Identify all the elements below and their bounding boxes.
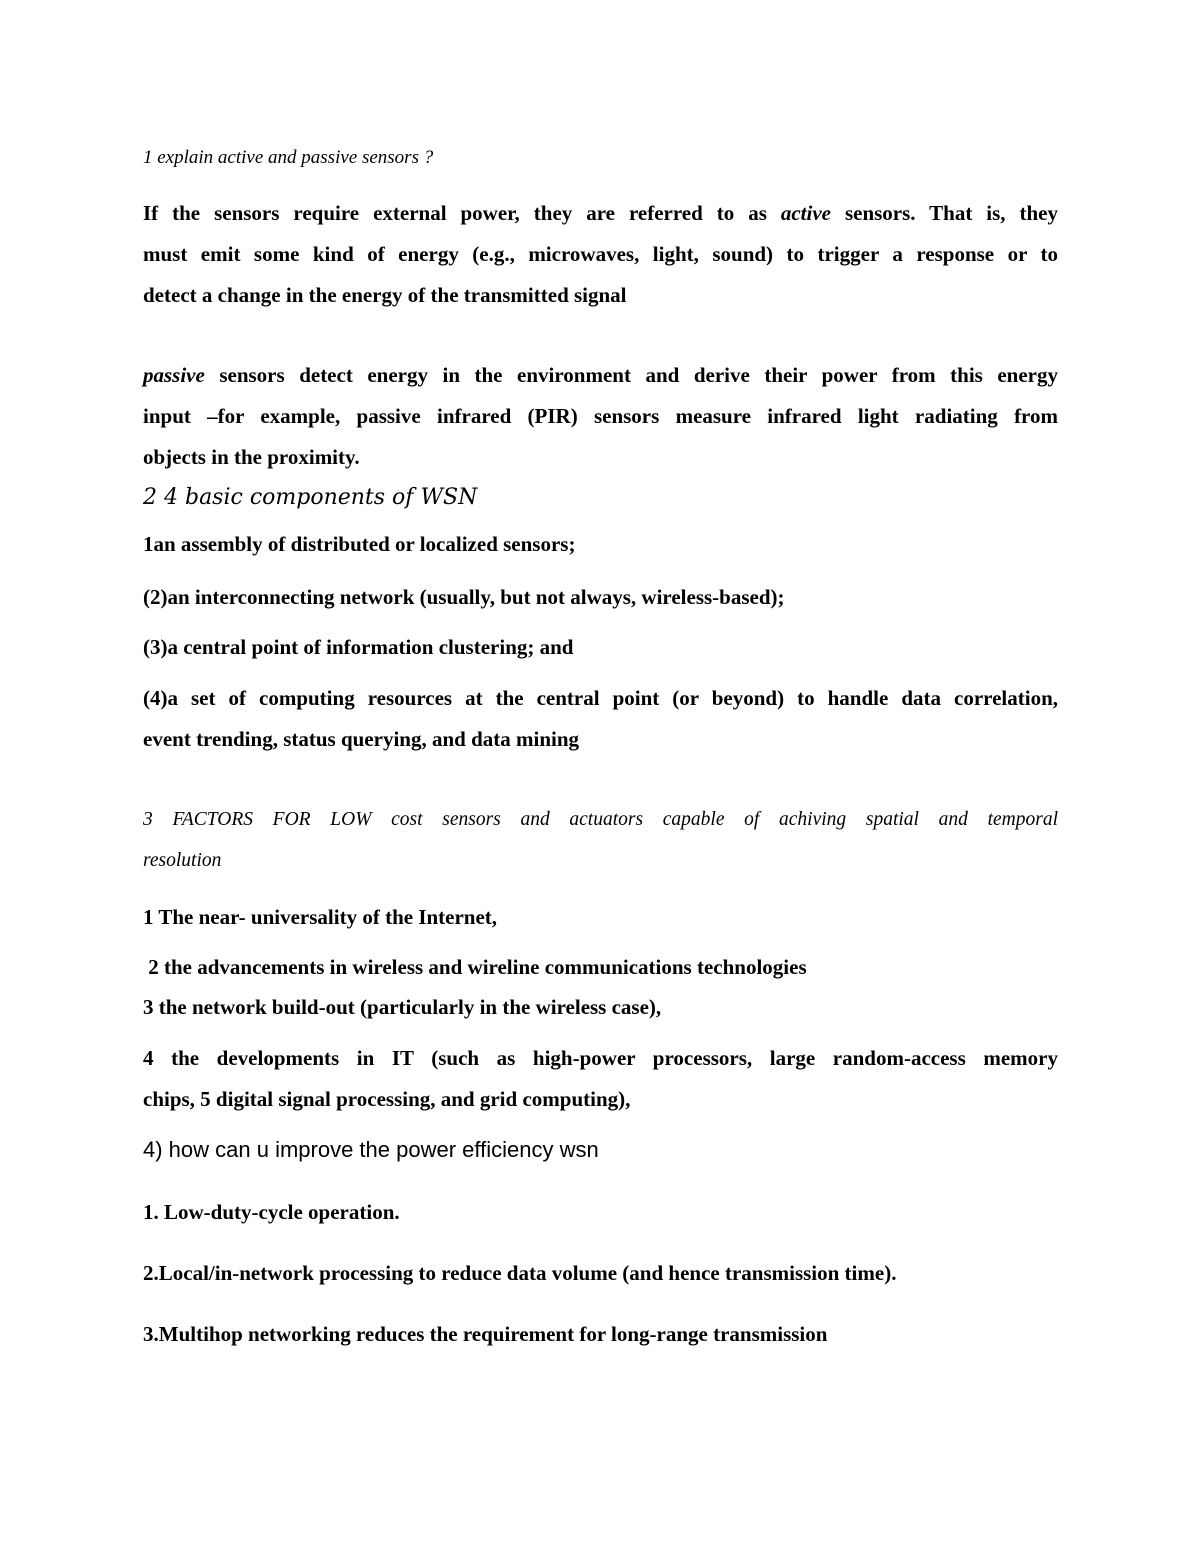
active-term: active	[780, 201, 831, 225]
question-4-heading: 4) how can u improve the power efficiency wsn	[143, 1137, 599, 1162]
factor-item: 2 the advancements in wireless and wireline communications technologies	[143, 955, 807, 979]
wsn-component-item: (3)a central point of information clustering; and	[143, 635, 574, 659]
active-sensors-line-3: detect a change in the energy of the transmitted signal	[143, 283, 627, 307]
question-2-heading: 2 4 basic components of WSN	[143, 485, 478, 510]
passive-term: passive	[143, 363, 205, 387]
passive-sensors-line-1: passive sensors detect energy in the environment and derive their power from this energy	[143, 363, 1058, 387]
passive-sensors-line-2: input –for example, passive infrared (PIR) sensors measure infrared light radiating from	[143, 404, 1058, 428]
wsn-component-item: 1an assembly of distributed or localized sensors;	[143, 532, 576, 556]
question-3-heading-line-2: resolution	[143, 850, 222, 871]
active-sensors-line-1: If the sensors require external power, they are referred to as active sensors. That is, they	[143, 201, 1058, 225]
factor-item: 4 the developments in IT (such as high-power processors, large random-access memory	[143, 1046, 1058, 1070]
power-efficiency-item: 2.Local/in-network processing to reduce data volume (and hence transmission time).	[143, 1261, 897, 1285]
power-efficiency-item: 3.Multihop networking reduces the requirement for long-range transmission	[143, 1322, 828, 1346]
wsn-component-item: (4)a set of computing resources at the central point (or beyond) to handle data correlation,	[143, 686, 1058, 710]
passive-sensors-line-3: objects in the proximity.	[143, 445, 360, 469]
factor-item: 1 The near- universality of the Internet,	[143, 905, 498, 929]
factor-item-continued: chips, 5 digital signal processing, and grid computing),	[143, 1087, 631, 1111]
question-3-heading-line-1: 3 FACTORS FOR LOW cost sensors and actuators capable of achiving spatial and temporal	[143, 809, 1058, 830]
wsn-component-item: (2)an interconnecting network (usually, but not always, wireless-based);	[143, 585, 785, 609]
factor-item: 3 the network build-out (particularly in the wireless case),	[143, 995, 662, 1019]
power-efficiency-item: 1. Low-duty-cycle operation.	[143, 1200, 400, 1224]
active-sensors-line-2: must emit some kind of energy (e.g., microwaves, light, sound) to trigger a response or to	[143, 242, 1058, 266]
wsn-component-item-continued: event trending, status querying, and data mining	[143, 727, 580, 751]
question-1-heading: 1 explain active and passive sensors ?	[143, 147, 434, 168]
